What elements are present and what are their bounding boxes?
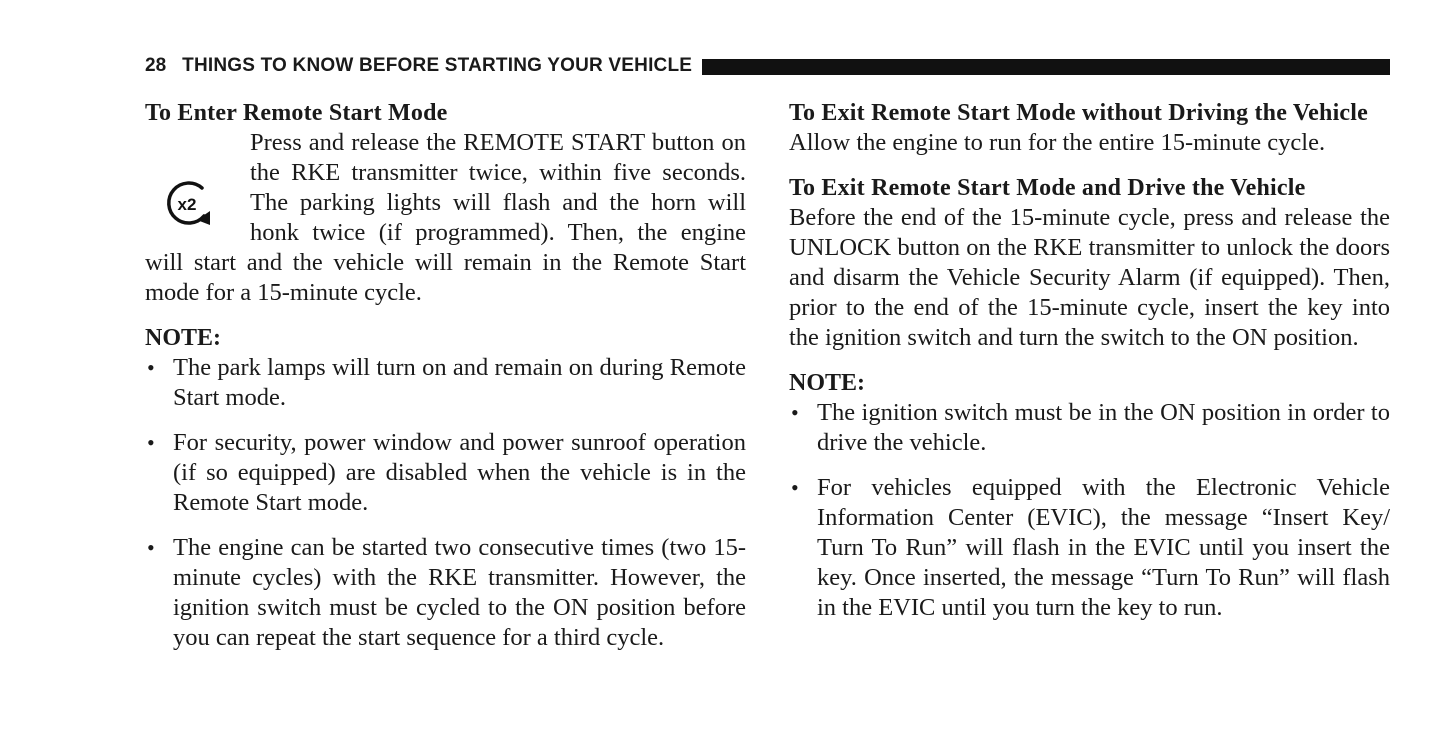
list-item: • The engine can be started two consecutive times (two 15-minute cycles) with the RKE transmitter. However, the ignition switch must be cycled to the ON position before you can repeat the start sequence for a third cycle. [145, 533, 746, 653]
list-item: • For vehicles equipped with the Electronic Vehicle Information Center (EVIC), the message “Insert Key/ Turn To Run” will flash in the EVIC until you insert the key. Once inserted, the message “Turn To Run” will flash in the EVIC until you turn the key to run. [789, 473, 1390, 623]
page-header [145, 54, 1390, 78]
exit-without-driving-text: Allow the engine to run for the entire 15-minute cycle. [789, 129, 1326, 156]
left-column [145, 98, 746, 653]
note-list [789, 398, 1390, 623]
page-number: 28 [145, 55, 167, 76]
enter-remote-start-text: Press and release the REMOTE START button on the RKE transmitter twice, within five seconds. The parking lights will flash and the horn will honk twice (if programmed). Then, the engine will start and the vehicle will remain in the Remote Start mode for a 15-minute cycle. [145, 129, 746, 306]
exit-and-drive-text: Before the end of the 15-minute cycle, press and release the UNLOCK button on the RKE transmitter to unlock the doors and disarm the Vehicle Security Alarm (if equipped). Then, prior to the end of the 15-minute cycle, insert the key into the ignition switch and turn the switch to the ON position. [789, 204, 1390, 351]
section-title: THINGS TO KNOW BEFORE STARTING YOUR VEHICLE [182, 55, 693, 76]
note-label: NOTE: [145, 325, 222, 351]
exit-without-driving-heading: To Exit Remote Start Mode without Driving the Vehicle [789, 100, 1369, 126]
list-item: • The park lamps will turn on and remain on during Remote Start mode. [145, 353, 746, 413]
right-column [789, 98, 1390, 623]
header-rule [702, 59, 1390, 75]
remote-start-x2-icon [164, 180, 218, 230]
enter-remote-start-heading: To Enter Remote Start Mode [145, 100, 448, 126]
list-item: • The ignition switch must be in the ON position in order to drive the vehicle. [789, 398, 1390, 458]
icon-label: x2 [177, 195, 197, 214]
list-item: • For security, power window and power sunroof operation (if so equipped) are disabled when the vehicle is in the Remote Start mode. [145, 428, 746, 518]
note-list [145, 353, 746, 653]
enter-remote-start-paragraph [145, 128, 746, 308]
note-label: NOTE: [789, 370, 866, 396]
exit-and-drive-heading: To Exit Remote Start Mode and Drive the Vehicle [789, 175, 1306, 201]
remote-start-icon-box [145, 128, 250, 246]
